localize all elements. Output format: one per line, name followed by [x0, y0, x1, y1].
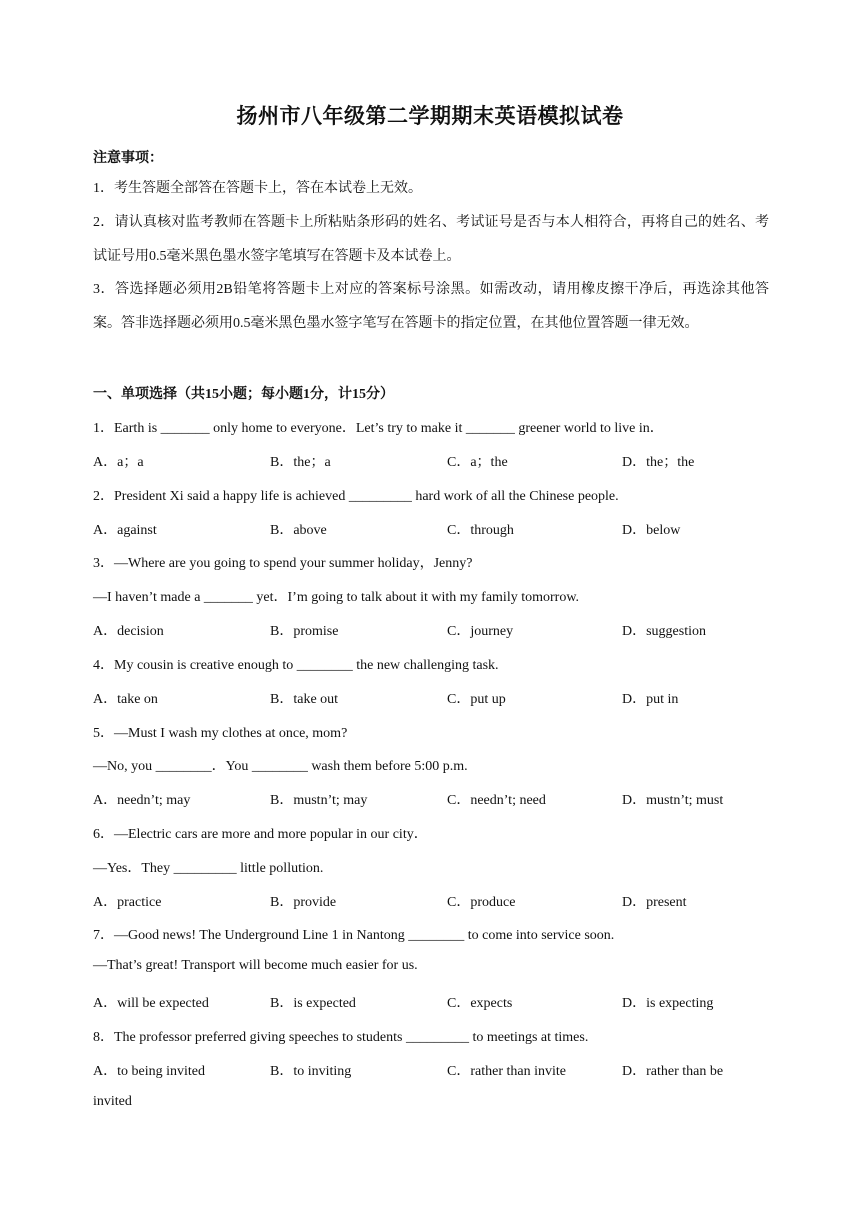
question-2-text: 2．President Xi said a happy life is achieved _________ hard work of all the Chinese people.	[93, 489, 619, 504]
question-5-option-c: C．needn’t; need	[447, 793, 546, 808]
notice-item-2: 2．请认真核对监考教师在答题卡上所粘贴条形码的姓名、考试证号是否与本人相符合，再将自己的姓名、考试证号用0.5毫米黑色墨水签字笔填写在答题卡及本试卷上。	[93, 215, 769, 264]
question-6-option-c: C．produce	[447, 895, 516, 910]
question-7-text: 7．—Good news! The Underground Line 1 in Nantong ________ to come into service soon.	[93, 928, 615, 943]
question-5-option-b: B．mustn’t; may	[270, 793, 368, 808]
question-1-option-c: C．a；the	[447, 455, 508, 470]
question-8-option-a: A．to being invited	[93, 1064, 205, 1079]
question-3-text: 3．—Where are you going to spend your summer holiday，Jenny?	[93, 556, 473, 571]
question-6-text-2: —Yes．They _________ little pollution.	[93, 861, 324, 876]
question-6-text: 6．—Electric cars are more and more popular in our city．	[93, 827, 428, 842]
notice-heading: 注意事项：	[93, 151, 163, 166]
notice-item-1: 1．考生答题全部答在答题卡上，答在本试卷上无效。	[93, 181, 422, 196]
question-7-text-2: —That’s great! Transport will become much easier for us.	[93, 958, 418, 973]
question-8-option-b: B．to inviting	[270, 1064, 352, 1079]
question-7-option-d: D．is expecting	[622, 996, 714, 1011]
question-3-option-d: D．suggestion	[622, 624, 706, 639]
question-1-option-a: A．a；a	[93, 455, 144, 470]
question-8-option-d-wrap: invited	[93, 1094, 132, 1109]
section-heading: 一、单项选择（共15小题；每小题1分，计15分）	[93, 387, 394, 402]
question-5-option-a: A．needn’t; may	[93, 793, 191, 808]
question-5-text: 5．—Must I wash my clothes at once, mom?	[93, 726, 348, 741]
question-7-option-a: A．will be expected	[93, 996, 209, 1011]
question-5-option-d: D．mustn’t; must	[622, 793, 724, 808]
question-2-option-d: D．below	[622, 523, 681, 538]
question-1-option-b: B．the；a	[270, 455, 331, 470]
question-4-text: 4．My cousin is creative enough to ________ the new challenging task.	[93, 658, 499, 673]
question-6-option-b: B．provide	[270, 895, 337, 910]
question-4-option-c: C．put up	[447, 692, 506, 707]
question-4-option-a: A．take on	[93, 692, 158, 707]
page-title: 扬州市八年级第二学期期末英语模拟试卷	[236, 104, 624, 128]
question-6-option-d: D．present	[622, 895, 687, 910]
question-1-option-d: D．the；the	[622, 455, 695, 470]
question-6-option-a: A．practice	[93, 895, 162, 910]
question-2-option-c: C．through	[447, 523, 514, 538]
question-4-option-b: B．take out	[270, 692, 339, 707]
question-3-option-a: A．decision	[93, 624, 164, 639]
question-2-option-b: B．above	[270, 523, 327, 538]
question-7-option-b: B．is expected	[270, 996, 356, 1011]
question-8-text: 8．The professor preferred giving speeches to students _________ to meetings at times.	[93, 1030, 589, 1045]
question-8-option-d: D．rather than be	[622, 1064, 724, 1079]
question-8-option-c: C．rather than invite	[447, 1064, 566, 1079]
question-3-text-2: —I haven’t made a _______ yet．I’m going to talk about it with my family tomorrow.	[93, 590, 580, 605]
question-3-option-c: C．journey	[447, 624, 514, 639]
question-3-option-b: B．promise	[270, 624, 339, 639]
question-2-option-a: A．against	[93, 523, 157, 538]
question-1-text: 1．Earth is _______ only home to everyone．Let’s try to make it _______ greener world to live in．	[93, 421, 664, 436]
notice-item-3: 3．答选择题必须用2B铅笔将答题卡上对应的答案标号涂黑。如需改动，请用橡皮擦干净后，再选涂其他答案。答非选择题必须用0.5毫米黑色墨水签字笔写在答题卡的指定位置，在其他位置答题一律无效。	[93, 282, 769, 331]
question-5-text-2: —No, you ________．You ________ wash them before 5:00 p.m.	[93, 759, 468, 774]
question-4-option-d: D．put in	[622, 692, 679, 707]
question-7-option-c: C．expects	[447, 996, 513, 1011]
